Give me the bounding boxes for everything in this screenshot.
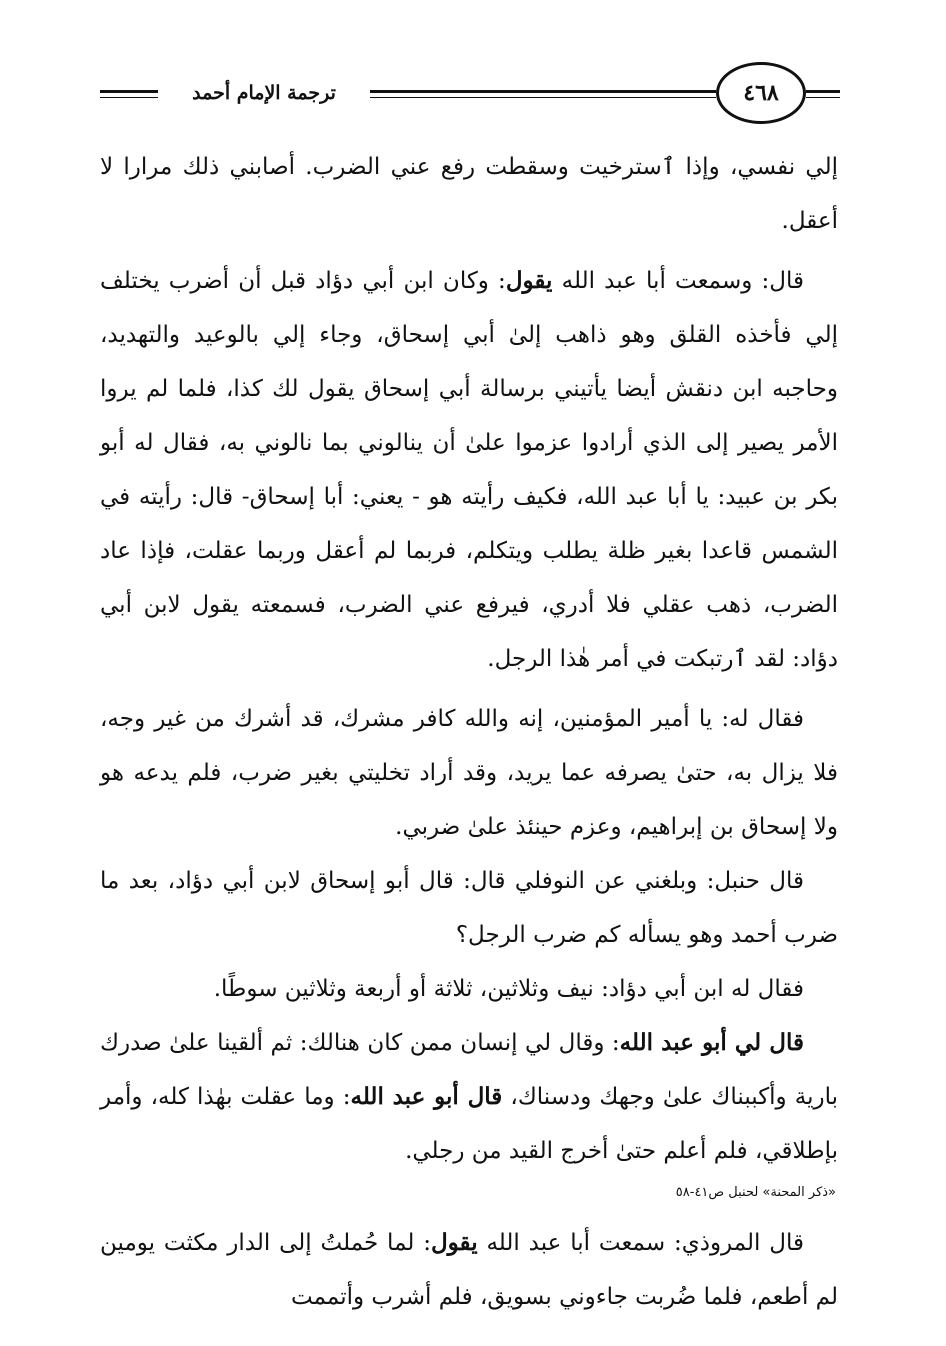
paragraph-3-text: فقال له: يا أمير المؤمنين، إنه والله كافر مشرك، قد أشرك من غير وجه، فلا يزال به، حتىٰ يصرفه عما يريد، وقد أراد تخليتي بغير ضرب، فلم يدعه هو ولا إسحاق بن إبراهيم، وعزم حينئذ علىٰ ضربي. <box>100 706 838 840</box>
paragraph-1 <box>100 140 838 248</box>
header-rule-left-thin <box>100 97 158 98</box>
paragraph-3 <box>100 692 838 854</box>
paragraph-6-tail: : وما عقلت بهٰذا كله، وأمر بإطلاقي، فلم أعلم حتىٰ أخرج القيد من رجلي. <box>100 1084 838 1164</box>
header-rule-right <box>806 90 840 93</box>
paragraph-4 <box>100 854 838 962</box>
paragraph-5-text: فقال له ابن أبي دؤاد: نيف وثلاثين، ثلاثة أو أربعة وثلاثين سوطًا. <box>213 976 804 1002</box>
paragraph-4-text: قال حنبل: وبلغني عن النوفلي قال: قال أبو إسحاق لابن أبي دؤاد، بعد ما ضرب أحمد وهو يسأله كم ضرب الرجل؟ <box>100 868 838 948</box>
paragraph-6-lead-bold: قال لي أبو عبد الله <box>619 1029 804 1056</box>
paragraph-6-text: : وقال لي إنسان ممن كان هنالك: ثم ألقينا علىٰ صدرك بارية وأكببناك علىٰ وجهك ودسناك، <box>100 1030 838 1110</box>
source-citation: «ذكر المحنة» لحنبل ص٤١-٥٨ <box>675 1185 836 1200</box>
closing-lead: قال المروذي: سمعت أبا عبد الله <box>477 1230 804 1256</box>
paragraph-2 <box>100 254 838 686</box>
closing-paragraph <box>100 1216 838 1324</box>
header-rule-left <box>100 90 158 93</box>
body-text <box>100 140 838 1324</box>
closing-lead-bold: يقول <box>430 1229 478 1256</box>
header-rule-middle <box>370 90 716 93</box>
header-rule-middle-thin <box>370 97 716 98</box>
running-title: ترجمة الإمام أحمد <box>158 82 370 104</box>
paragraph-1-text: إلي نفسي، وإذا ٱسترخيت وسقطت رفع عني الضرب. أصابني ذلك مرارا لا أعقل. <box>100 154 838 234</box>
page-number: ٤٦٨ <box>716 62 806 124</box>
paragraph-5 <box>100 962 838 1016</box>
paragraph-6-mid-bold: قال أبو عبد الله <box>350 1083 503 1110</box>
paragraph-6 <box>100 1016 838 1178</box>
page-header <box>100 58 840 128</box>
header-rule-right-thin <box>806 97 840 98</box>
paragraph-2-text: : وكان ابن أبي دؤاد قبل أن أضرب يختلف إلي فأخذه القلق وهو ذاهب إلىٰ أبي إسحاق، وجاء إلي بالوعيد والتهديد، وحاجبه ابن دنقش أيضا يأتيني برسالة أبي إسحاق يقول لك كذا، فلما لم يروا الأمر يصير إلى الذي أرادوا عزموا علىٰ أن ينالوني بما نالوني به، فقال له أبو بكر بن عبيد: يا أبا عبد الله، فكيف رأيته هو - يعني: أبا إسحاق- قال: رأيته في الشمس قاعدا بغير ظلة يطلب ويتكلم، فربما لم أعقل وربما عقلت، فإذا عاد الضرب، ذهب عقلي فلا أدري، فيرفع عني الضرب، فسمعته يقول لابن أبي دؤاد: لقد ٱرتبكت في أمر هٰذا الرجل. <box>100 268 838 672</box>
paragraph-2-lead: قال: وسمعت أبا عبد الله <box>552 268 804 294</box>
paragraph-2-lead-bold: يقول <box>505 267 553 294</box>
closing-text: : لما حُملتُ إلى الدار مكثت يومين لم أطعم، فلما ضُربت جاءوني بسويق، فلم أشرب وأتممت <box>100 1230 838 1310</box>
